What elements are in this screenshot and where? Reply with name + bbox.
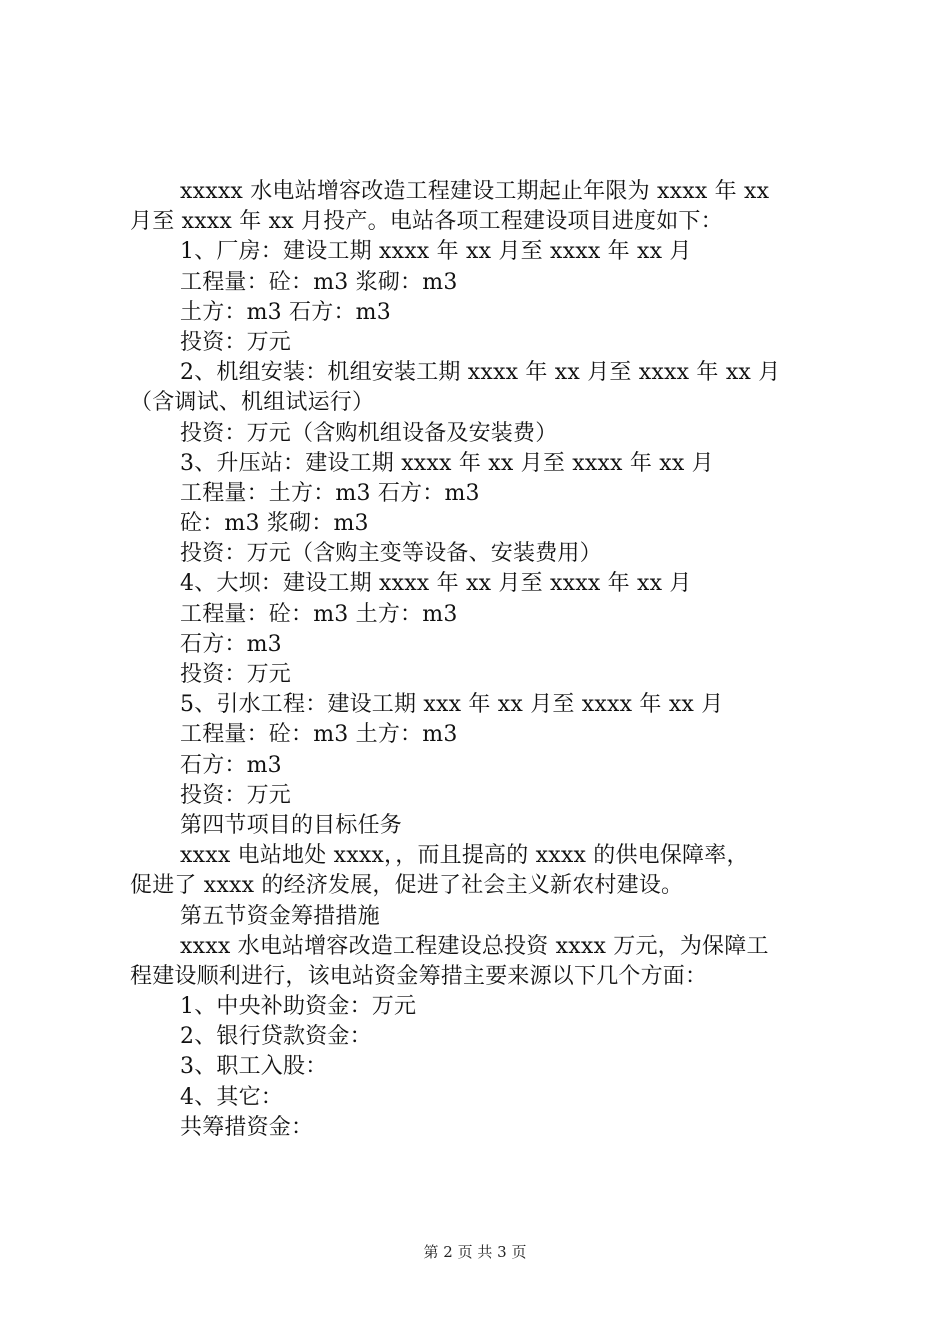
text-line: 1、厂房：建设工期 xxxx 年 xx 月至 xxxx 年 xx 月 <box>180 239 692 265</box>
text-line: 工程量：砼：m3 浆砌：m3 <box>180 269 458 295</box>
page-footer: 第 2 页 共 3 页 <box>423 1243 527 1261</box>
text-line: 投资：万元 <box>180 662 292 687</box>
text-line: 投资：万元 <box>180 329 292 355</box>
text-line: 投资：万元 <box>180 782 292 808</box>
text-line: 工程量：土方：m3 石方：m3 <box>180 480 480 506</box>
text-line: 月至 xxxx 年 xx 月投产。电站各项工程建设项目进度如下： <box>130 209 723 235</box>
text-line: 4、大坝：建设工期 xxxx 年 xx 月至 xxxx 年 xx 月 <box>180 571 692 597</box>
text-line: 工程量：砼：m3 土方：m3 <box>180 722 458 748</box>
text-line: 2、机组安装：机组安装工期 xxxx 年 xx 月至 xxxx 年 xx 月 <box>180 360 781 386</box>
text-line: 2、银行贷款资金： <box>180 1024 372 1050</box>
text-line: 投资：万元（含购机组设备及安装费） <box>180 420 558 446</box>
text-line: 工程量：砼：m3 土方：m3 <box>180 601 458 627</box>
text-line: 石方：m3 <box>180 752 282 778</box>
text-line: 5、引水工程：建设工期 xxx 年 xx 月至 xxxx 年 xx 月 <box>180 692 724 718</box>
text-line: 共筹措资金： <box>180 1114 314 1140</box>
text-line: 1、中央补助资金：万元 <box>180 994 417 1020</box>
document-body <box>130 177 830 1143</box>
text-line: 促进了 xxxx 的经济发展，促进了社会主义新农村建设。 <box>130 873 684 899</box>
text-line: 第五节资金筹措措施 <box>180 903 380 929</box>
text-line: xxxx 水电站增容改造工程建设总投资 xxxx 万元，为保障工 <box>180 933 769 959</box>
text-line: 第四节项目的目标任务 <box>180 812 403 838</box>
text-line: 砼：m3 浆砌：m3 <box>180 511 369 537</box>
text-line: 3、升压站：建设工期 xxxx 年 xx 月至 xxxx 年 xx 月 <box>180 450 714 476</box>
text-line: 3、职工入股： <box>180 1054 328 1080</box>
text-line: xxxxx 水电站增容改造工程建设工期起止年限为 xxxx 年 xx <box>180 179 770 204</box>
text-line: 4、其它： <box>180 1084 283 1110</box>
text-line: 程建设顺利进行，该电站资金筹措主要来源以下几个方面： <box>130 963 708 989</box>
text-line: （含调试、机组试运行） <box>130 390 375 416</box>
text-line: xxxx 电站地处 xxxx，，而且提高的 xxxx 的供电保障率， <box>180 843 749 869</box>
text-line: 投资：万元（含购主变等设备、安装费用） <box>180 541 602 567</box>
text-line: 石方：m3 <box>180 631 282 657</box>
text-line: 土方：m3 石方：m3 <box>180 299 391 325</box>
